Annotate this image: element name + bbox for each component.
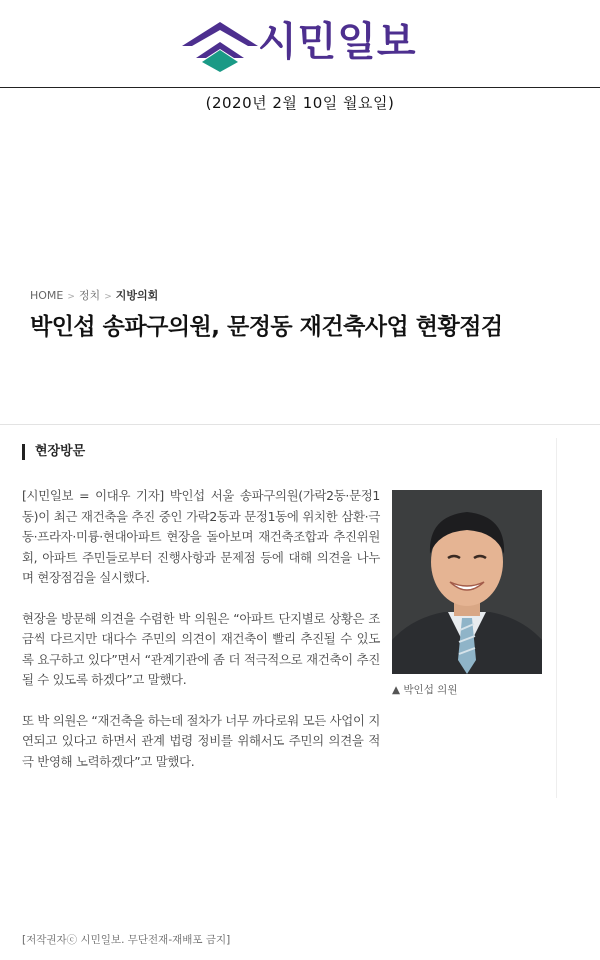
article-subheading: 현장방문: [22, 444, 85, 460]
article-paragraph: 현장을 방문해 의견을 수렴한 박 의원은 “아파트 단지별로 상황은 조금씩 다르지만 대다수 주민의 의견이 재건축이 빨리 추진될 수 있도록 요구하고 있다”면서 “관계기관에 좀 더 적극적으로 재건축이 추진될 수 있도록 하겠다”고 말했다.: [22, 610, 380, 687]
logo-text[interactable]: 시민일보: [258, 19, 417, 65]
photo-caption: ▲ 박인섭 의원: [392, 684, 458, 696]
portrait-illustration: [392, 490, 542, 674]
publication-date: (2020년 2월 10일 월요일): [205, 94, 395, 112]
column-divider: [556, 438, 557, 798]
chevron-right-icon: >: [104, 292, 112, 302]
copyright-notice: [저작권자ⓒ 시민일보. 무단전재-재배포 금지]: [22, 934, 231, 946]
breadcrumb-section[interactable]: 정치: [78, 289, 101, 302]
content-divider: [0, 424, 600, 425]
masthead: [0, 0, 600, 88]
article-paragraph: [시민일보 = 이대우 기자] 박인섭 서울 송파구의원(가락2동·문정1동)이 최근 재건축을 추진 중인 가락2동과 문정1동에 위치한 삼환·극동·프라자·미륭·현대아파트 현장을 돌아보며 재건축조합과 추진위원회, 아파트 주민들로부터 진행사항과 문제점 등에 대해 의견을 나누며 현장점검을 실시했다.: [22, 488, 380, 585]
breadcrumb: [30, 287, 158, 303]
article-body: [22, 486, 380, 792]
masthead-divider: [0, 87, 600, 88]
article-paragraph: 또 박 의원은 “재건축을 하는데 절차가 너무 까다로워 모든 사업이 지연되고 있다고 하면서 관계 법령 정비를 위해서도 주민의 의견을 적극 반영해 노력하겠다”고 말했다.: [22, 712, 380, 769]
portrait-photo[interactable]: [392, 490, 542, 674]
breadcrumb-home[interactable]: HOME: [30, 289, 64, 302]
breadcrumb-current[interactable]: 지방의회: [115, 289, 159, 302]
article-headline: 박인섭 송파구의원, 문정동 재건축사업 현황점검: [30, 314, 503, 340]
chevron-right-icon: >: [67, 292, 75, 302]
